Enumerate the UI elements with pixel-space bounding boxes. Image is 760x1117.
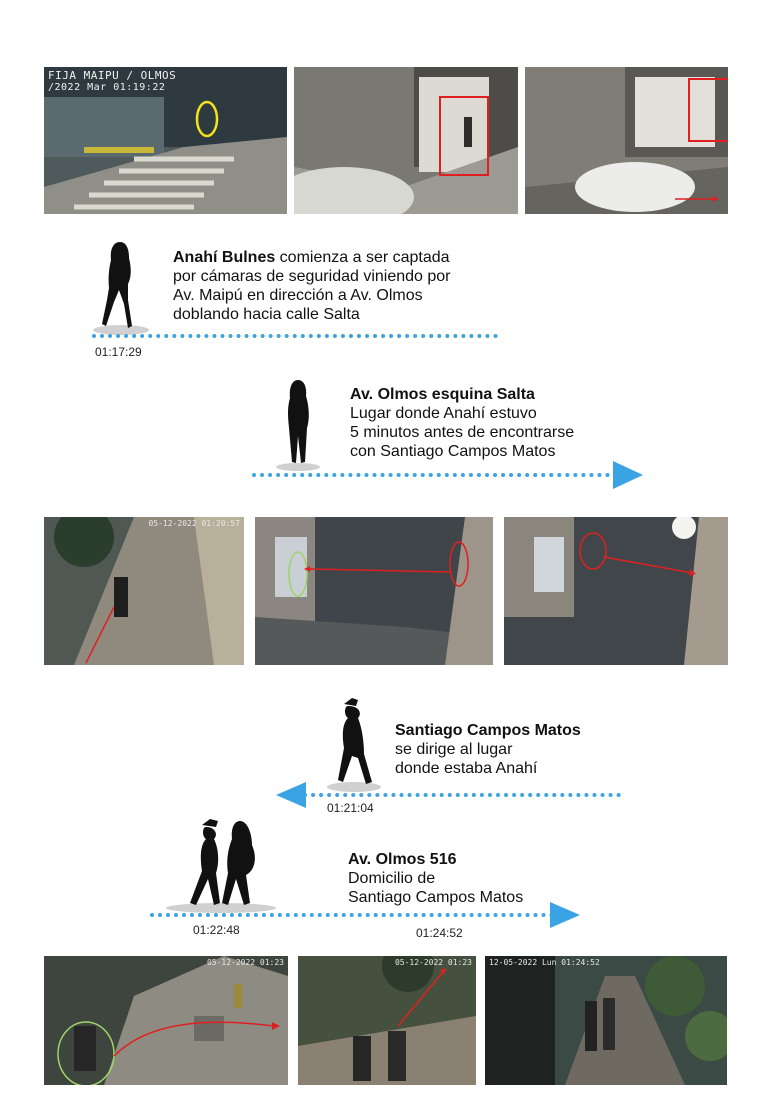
man-walking-icon — [326, 696, 384, 794]
timeline-segment-2 — [252, 473, 618, 477]
event-3-text: Santiago Campos Matos se dirige al lugar donde estaba Anahí — [395, 722, 581, 777]
event-1-name: Anahí Bulnes — [173, 249, 276, 266]
camera-timestamp: 05-12-2022 01:23 — [394, 958, 472, 967]
camera-frame-corner-night-2 — [504, 517, 728, 665]
couple-walking-icon — [166, 815, 276, 915]
event-4-time-start: 01:22:48 — [193, 923, 240, 937]
woman-standing-icon — [276, 378, 320, 474]
event-3-time: 01:21:04 — [327, 801, 374, 815]
camera-timestamp: 05-12-2022 01:23 — [206, 958, 284, 967]
camera-frame-maipu-olmos — [44, 67, 287, 214]
camera-overlay-date: /2022 Mar 01:19:22 — [48, 82, 166, 93]
camera-frame-entrance-1 — [44, 956, 288, 1085]
event-4-text: Av. Olmos 516 Domicilio de Santiago Campos Matos — [348, 851, 524, 906]
camera-frame-street-trees — [485, 956, 727, 1085]
event-2-text: Av. Olmos esquina Salta Lugar donde Anahí estuvo 5 minutos antes de encontrarse con Santiago Campos Matos — [350, 386, 575, 460]
event-4-title: Av. Olmos 516 — [348, 851, 457, 868]
timeline-segment-3 — [303, 793, 621, 797]
woman-walking-icon — [92, 238, 152, 336]
camera-frame-sidewalk — [44, 517, 244, 665]
arrow-right-icon — [613, 461, 643, 489]
camera-frame-storefront-1 — [294, 67, 518, 214]
event-1-text: Anahí Bulnes comienza a ser captada por cámaras de seguridad viniendo por Av. Maipú en dirección a Av. Olmos doblando hacia calle Salta — [173, 249, 451, 323]
camera-frame-corner-night-1 — [255, 517, 493, 665]
event-1-time: 01:17:29 — [95, 345, 142, 359]
timeline-segment-1 — [92, 334, 498, 338]
event-4-time-end: 01:24:52 — [416, 926, 463, 940]
camera-timestamp: 05-12-2022 01:20:57 — [148, 519, 240, 528]
camera-frame-storefront-2 — [525, 67, 728, 214]
camera-overlay-title: FIJA MAIPU / OLMOS — [48, 69, 177, 82]
camera-frame-entrance-2 — [298, 956, 476, 1085]
timeline-segment-4 — [150, 913, 554, 917]
arrow-left-icon — [276, 782, 306, 808]
camera-timestamp: 12-05-2022 Lun 01:24:52 — [489, 958, 600, 967]
event-2-title: Av. Olmos esquina Salta — [350, 386, 535, 403]
event-3-title: Santiago Campos Matos — [395, 722, 581, 739]
arrow-right-icon — [550, 902, 580, 928]
